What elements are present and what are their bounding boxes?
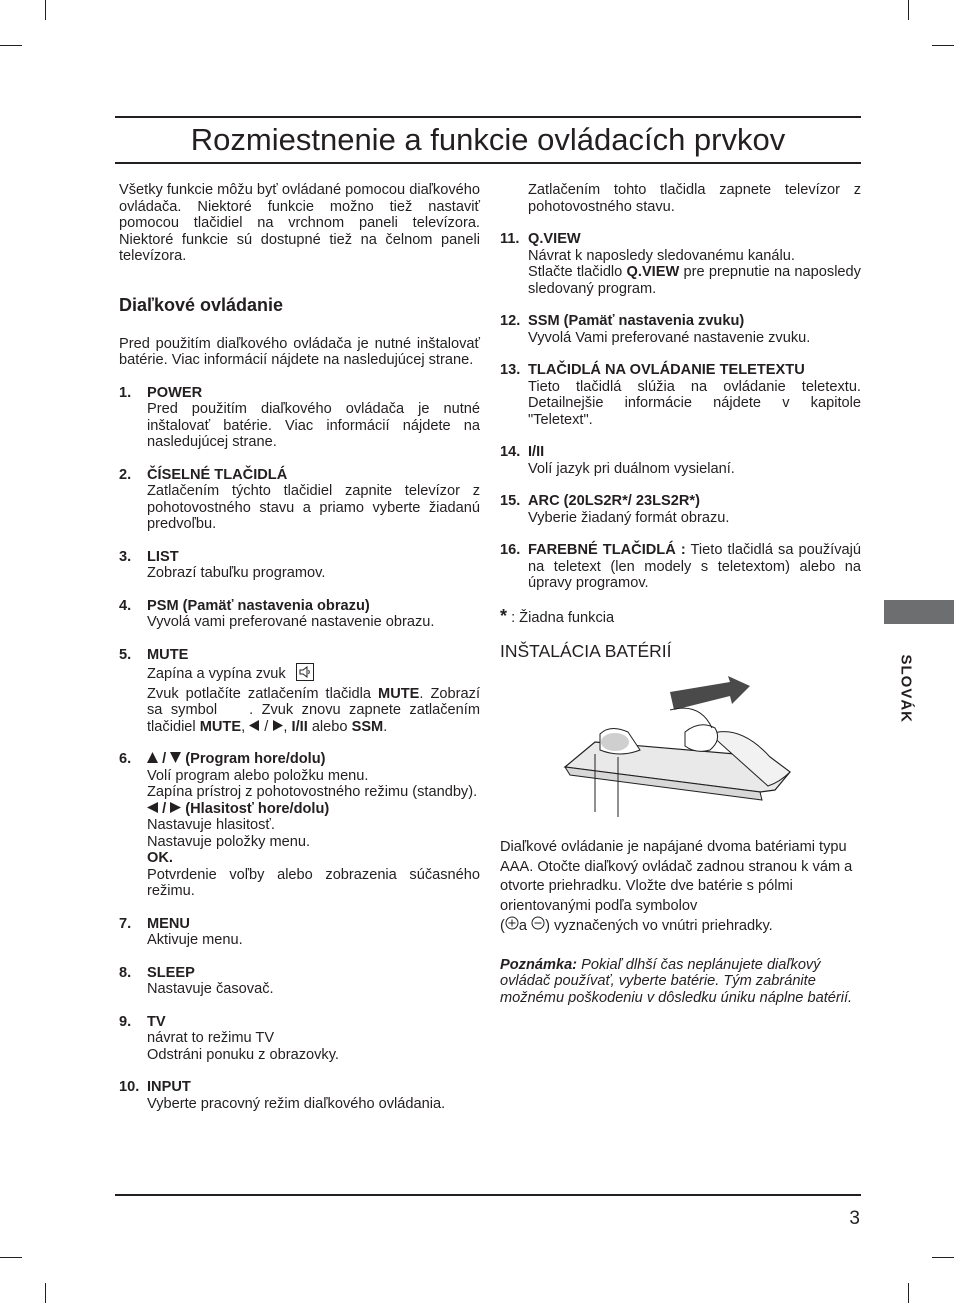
battery-note <box>500 957 861 1007</box>
up-arrow-icon <box>147 751 158 768</box>
item-label: ČÍSELNÉ TLAČIDLÁ <box>147 466 288 483</box>
left-arrow-icon <box>147 801 158 818</box>
star-symbol: * <box>500 605 508 626</box>
item-text: Aktivuje menu. <box>147 932 243 949</box>
mute-key: MUTE <box>378 685 420 702</box>
item-text: Vyberte pracovný režim diaľkového ovládania. <box>147 1095 446 1112</box>
right-column <box>500 182 861 1006</box>
item-label: LIST <box>147 548 179 565</box>
item-label: Q.VIEW <box>528 231 581 247</box>
star-note <box>500 605 861 627</box>
down-arrow-icon <box>170 751 181 768</box>
battery-and: a <box>518 918 527 935</box>
intro-paragraph: Všetky funkcie môžu byť ovládané pomocou diaľkového ovládača. Niektoré funkcie možno tiež nastaviť pomocou tlačidiel na vrchnom paneli televízora. Niektoré funkcie sú dostupné tiež na čelnom paneli televízora. <box>119 182 480 264</box>
item-number: 1. <box>119 384 132 401</box>
remote-illustration <box>500 662 861 832</box>
item-number: 13. <box>500 362 521 378</box>
list-item-input <box>119 1079 480 1112</box>
page-title: Rozmiestnenie a funkcie ovládacích prvkov <box>190 122 786 157</box>
mute-alebo: alebo <box>311 718 348 735</box>
item-number: 11. <box>500 231 520 247</box>
crop-mark <box>0 45 22 46</box>
item-number: 3. <box>119 548 132 565</box>
volume-right-icon <box>272 719 283 736</box>
note-text: Pokiaľ dlhší čas neplánujete diaľkový ovládač používať, vyberte batérie. Tým zabránite možnému poškodeniu v dôsledku úniku náplne batérií. <box>500 956 853 1006</box>
item-text: Nastavuje časovač. <box>147 981 274 998</box>
remote-heading: Diaľkové ovládanie <box>119 294 284 315</box>
item-text: Zatlačením tohto tlačidla zapnete televízor z pohotovostného stavu. <box>528 182 861 215</box>
item-number: 14. <box>500 444 521 460</box>
item-sep: / <box>162 800 167 817</box>
item-text: Nastavuje hlasitosť. <box>147 817 275 834</box>
item-number: 8. <box>119 964 132 981</box>
list-item-psm <box>119 598 480 631</box>
battery-tail: ) vyznačených vo vnútri priehradky. <box>545 918 773 935</box>
item-number: 4. <box>119 597 132 614</box>
list-item-dual <box>500 444 861 477</box>
item-number: 10. <box>119 1079 140 1096</box>
item-text <box>528 542 861 592</box>
item-text: Vyberie žiadaný formát obrazu. <box>528 509 730 526</box>
mute-sep: , <box>283 718 288 735</box>
item-text: Odstráni ponuku z obrazovky. <box>147 1046 339 1063</box>
program-label: (Program hore/dolu) <box>185 751 326 768</box>
item-number: 5. <box>119 646 132 663</box>
item-label: FAREBNÉ TLAČIDLÁ : <box>528 542 686 558</box>
mute-key: I/II <box>291 718 308 735</box>
page-number: 3 <box>849 1208 860 1229</box>
list-item-teletext <box>500 362 861 428</box>
item-label: ARC (20LS2R*/ 23LS2R*) <box>528 493 700 509</box>
remote-intro: Pred použitím diaľkového ovládača je nutné inštalovať batérie. Viac informácií nájdete na nasledujúcej strane. <box>119 335 480 368</box>
item-label: I/II <box>528 444 545 460</box>
item-text: Volí jazyk pri duálnom vysielaní. <box>528 460 735 477</box>
item-text: Tieto tlačidlá slúžia na ovládanie teletextu. Detailnejšie informácie nájdete v kapitole "Teletext". <box>528 378 861 428</box>
crop-mark <box>932 45 954 46</box>
battery-heading: INŠTALÁCIA BATÉRIÍ <box>500 641 672 661</box>
footer-rule <box>115 1194 861 1196</box>
item-number: 12. <box>500 313 521 329</box>
list-item-input-cont <box>500 182 861 215</box>
item-label: POWER <box>147 384 203 401</box>
note-label: Poznámka: <box>500 956 578 973</box>
list-item-program <box>119 751 480 900</box>
qview-key: Q.VIEW <box>626 264 680 280</box>
list-item-arc <box>500 493 861 526</box>
item-number: 7. <box>119 915 132 932</box>
volume-left-icon <box>249 719 260 736</box>
qview-text-a: Stlačte tlačidlo <box>528 264 623 280</box>
item-label <box>147 751 480 768</box>
left-column <box>119 182 480 1112</box>
list-item-numeric <box>119 467 480 533</box>
title-top-rule <box>115 116 861 118</box>
item-label: PSM (Pamäť nastavenia obrazu) <box>147 597 370 614</box>
battery-paren: ( <box>500 918 505 935</box>
crop-mark <box>45 0 46 20</box>
right-arrow-icon <box>170 801 181 818</box>
item-label: TLAČIDLÁ NA OVLÁDANIE TELETEXTU <box>528 362 805 378</box>
crop-mark <box>45 1283 46 1303</box>
item-label: SSM (Pamäť nastavenia zvuku) <box>528 313 745 329</box>
item-text: Zatlačením týchto tlačidiel zapnite televízor z pohotovostného stavu a priamo vyberte žiadanú predvoľbu. <box>147 483 480 532</box>
remote-battery-illustration <box>500 662 861 832</box>
mute-text <box>147 686 480 736</box>
mute-text-a: Zvuk potlačíte zatlačením tlačidla <box>147 685 371 702</box>
item-label: MUTE <box>147 646 189 663</box>
star-text: : Žiadna funkcia <box>511 609 615 626</box>
item-label <box>147 801 480 818</box>
item-text: Vyvolá Vami preferované nastavenie zvuku. <box>528 329 811 346</box>
item-text <box>147 663 480 686</box>
item-text: návrat to režimu TV <box>147 1030 275 1047</box>
list-item-list <box>119 549 480 582</box>
list-item-qview <box>500 231 861 297</box>
item-number: 16. <box>500 542 521 558</box>
item-text: Volí program alebo položku menu. <box>147 767 369 784</box>
list-item-ssm <box>500 313 861 346</box>
mute-sep: , <box>241 718 246 735</box>
item-text: Pred použitím diaľkového ovládača je nutné inštalovať batérie. Viac informácií nájdete na nasledujúcej strane. <box>147 401 480 450</box>
crop-mark <box>908 0 909 20</box>
crop-mark <box>0 1257 22 1258</box>
mute-sep: / <box>264 718 269 735</box>
mute-text-d: . Zvuk znovu zapnete zatlačením tlačidiel <box>147 702 480 735</box>
item-number: 15. <box>500 493 521 509</box>
item-text: Potvrdenie voľby alebo zobrazenia súčasného režimu. <box>147 866 480 900</box>
language-tab <box>884 600 954 624</box>
mute-end: . <box>383 718 388 735</box>
list-item-sleep <box>119 965 480 998</box>
battery-bold-text: Diaľkové ovládanie je napájané dvoma batériami typu AAA. <box>500 839 847 875</box>
ok-label: OK. <box>147 850 173 867</box>
crop-mark <box>908 1283 909 1303</box>
mute-key: MUTE <box>199 718 242 735</box>
mute-text-c: . Zobrazí sa symbol <box>147 685 480 718</box>
crop-mark <box>932 1257 954 1258</box>
item-number: 9. <box>119 1013 132 1030</box>
battery-body-text: Otočte diaľkový ovládač zadnou stranou k vám a otvorte priehradku. Vložte dve batérie s pólmi orientovanými podľa symbolov <box>500 858 853 914</box>
list-item-color <box>500 542 861 592</box>
title-bottom-rule <box>115 162 861 164</box>
item-label: MENU <box>147 915 190 932</box>
item-text: Nastavuje položky menu. <box>147 833 311 850</box>
mute-speaker-icon <box>296 663 314 686</box>
item-text: Zobrazí tabuľku programov. <box>147 565 326 581</box>
item-label: TV <box>147 1013 166 1030</box>
item-number: 6. <box>119 751 132 768</box>
mute-key: SSM <box>351 718 384 735</box>
minus-icon <box>531 916 545 937</box>
language-label: SLOVÁK <box>897 654 915 724</box>
list-item-tv <box>119 1014 480 1064</box>
item-text: Zapína prístroj z pohotovostného režimu (standby). <box>147 784 478 801</box>
battery-text <box>500 838 861 937</box>
list-item-menu <box>119 916 480 949</box>
item-label: SLEEP <box>147 964 195 981</box>
list-item-power <box>119 385 480 451</box>
item-text: Návrat k naposledy sledovanému kanálu. <box>528 247 795 264</box>
item-text: Vyvolá vami preferované nastavenie obrazu. <box>147 614 435 630</box>
list-item-mute <box>119 647 480 736</box>
plus-icon <box>505 916 519 937</box>
item-sep: / <box>162 751 167 768</box>
color-text: Tieto tlačidlá sa používajú na teletext (len modely s teletextom) alebo na úpravy programov. <box>528 542 861 591</box>
item-text <box>528 264 861 297</box>
mute-line1: Zapína a vypína zvuk <box>147 666 286 683</box>
item-number: 2. <box>119 466 132 483</box>
volume-label: (Hlasitosť hore/dolu) <box>185 800 330 817</box>
item-label: INPUT <box>147 1079 191 1096</box>
qview-text-c: pre prepnutie na naposledy sledovaný program. <box>528 264 861 297</box>
